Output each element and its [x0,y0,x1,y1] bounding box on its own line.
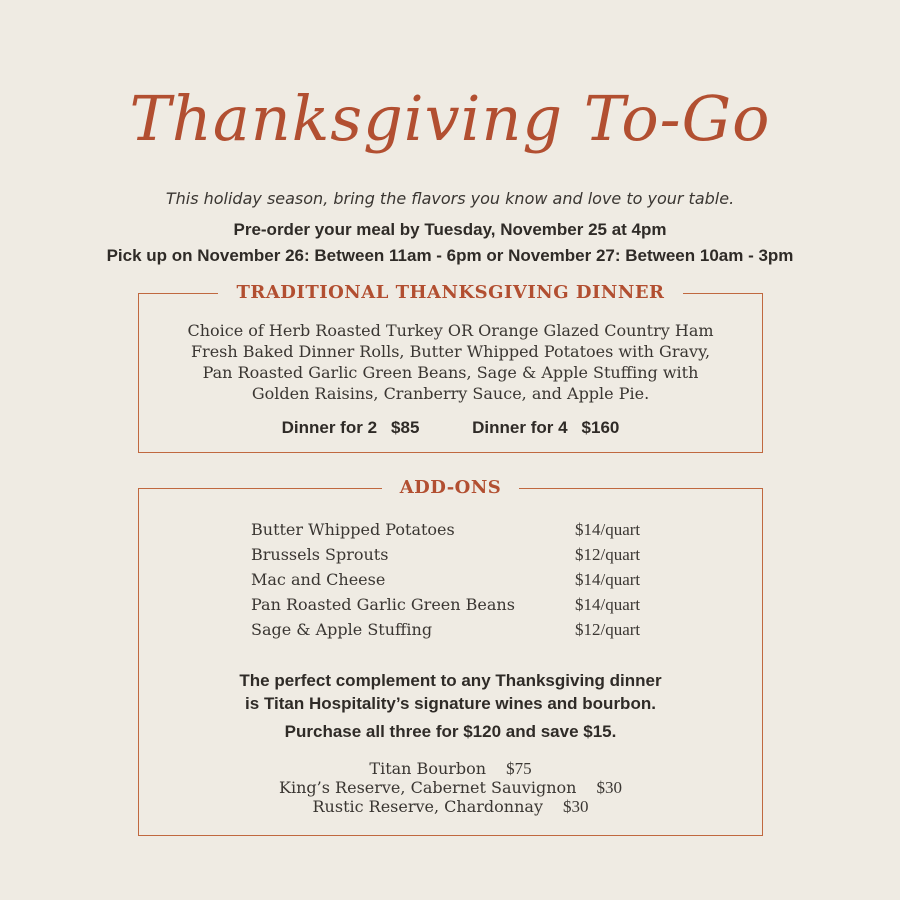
addon-name: Pan Roasted Garlic Green Beans [251,595,515,614]
dinner-heading: TRADITIONAL THANKSGIVING DINNER [218,282,682,303]
dinner-option [282,418,420,438]
list-item [251,542,651,567]
addon-name: Mac and Cheese [251,570,386,589]
dinner-description [139,320,762,404]
page-title: Thanksgiving To-Go [129,82,771,155]
list-item [251,617,651,642]
dinner-description-line: Golden Raisins, Cranberry Sauce, and Apple Pie. [251,384,650,403]
list-item [251,517,651,542]
list-item [251,567,651,592]
dinner-option-price: $160 [581,418,620,437]
addon-price: $14/quart [575,570,641,589]
dinner-option [472,418,619,438]
bundle-offer: Purchase all three for $120 and save $15. [284,722,617,741]
wine-price: $75 [506,759,532,778]
promo-text: is Titan Hospitality’s signature wines and bourbon. [245,694,656,713]
addon-name: Butter Whipped Potatoes [251,520,455,539]
promo-text: The perfect complement to any Thanksgiving dinner [239,671,662,690]
dinner-description-line: Fresh Baked Dinner Rolls, Butter Whipped Potatoes with Gravy, [190,342,711,361]
addon-price: $14/quart [575,520,641,539]
wine-price: $30 [562,797,589,816]
addons-heading: ADD-ONS [382,477,520,498]
addon-price: $12/quart [575,545,641,564]
addon-name: Brussels Sprouts [251,545,389,564]
addon-name: Sage & Apple Stuffing [251,620,433,639]
wine-item [139,759,762,778]
list-item [251,592,651,617]
dinner-option-price: $85 [391,418,420,437]
addon-price: $12/quart [575,620,641,639]
wine-name: King’s Reserve, Cabernet Sauvignon [279,778,577,797]
wine-item [139,797,762,816]
dinner-option-label: Dinner for 4 [472,418,568,437]
wine-name: Titan Bourbon [369,759,487,778]
traditional-dinner-section [138,282,763,453]
addons-section [138,477,763,836]
preorder-deadline: Pre-order your meal by Tuesday, November 25 at 4pm [233,220,667,239]
dinner-description-line: Pan Roasted Garlic Green Beans, Sage & Apple Stuffing with [202,363,699,382]
dinner-description-line: Choice of Herb Roasted Turkey OR Orange Glazed Country Ham [187,321,714,340]
pickup-times: Pick up on November 26: Between 11am - 6pm or November 27: Between 10am - 3pm [106,246,794,265]
dinner-prices [139,418,762,438]
addons-list [251,517,651,642]
wine-name: Rustic Reserve, Chardonnay [312,797,543,816]
wine-list [139,759,762,816]
wine-item [139,778,762,797]
wine-price: $30 [596,778,622,797]
dinner-option-label: Dinner for 2 [281,418,378,437]
addon-price: $14/quart [575,595,641,614]
tagline: This holiday season, bring the flavors you know and love to your table. [165,189,735,208]
